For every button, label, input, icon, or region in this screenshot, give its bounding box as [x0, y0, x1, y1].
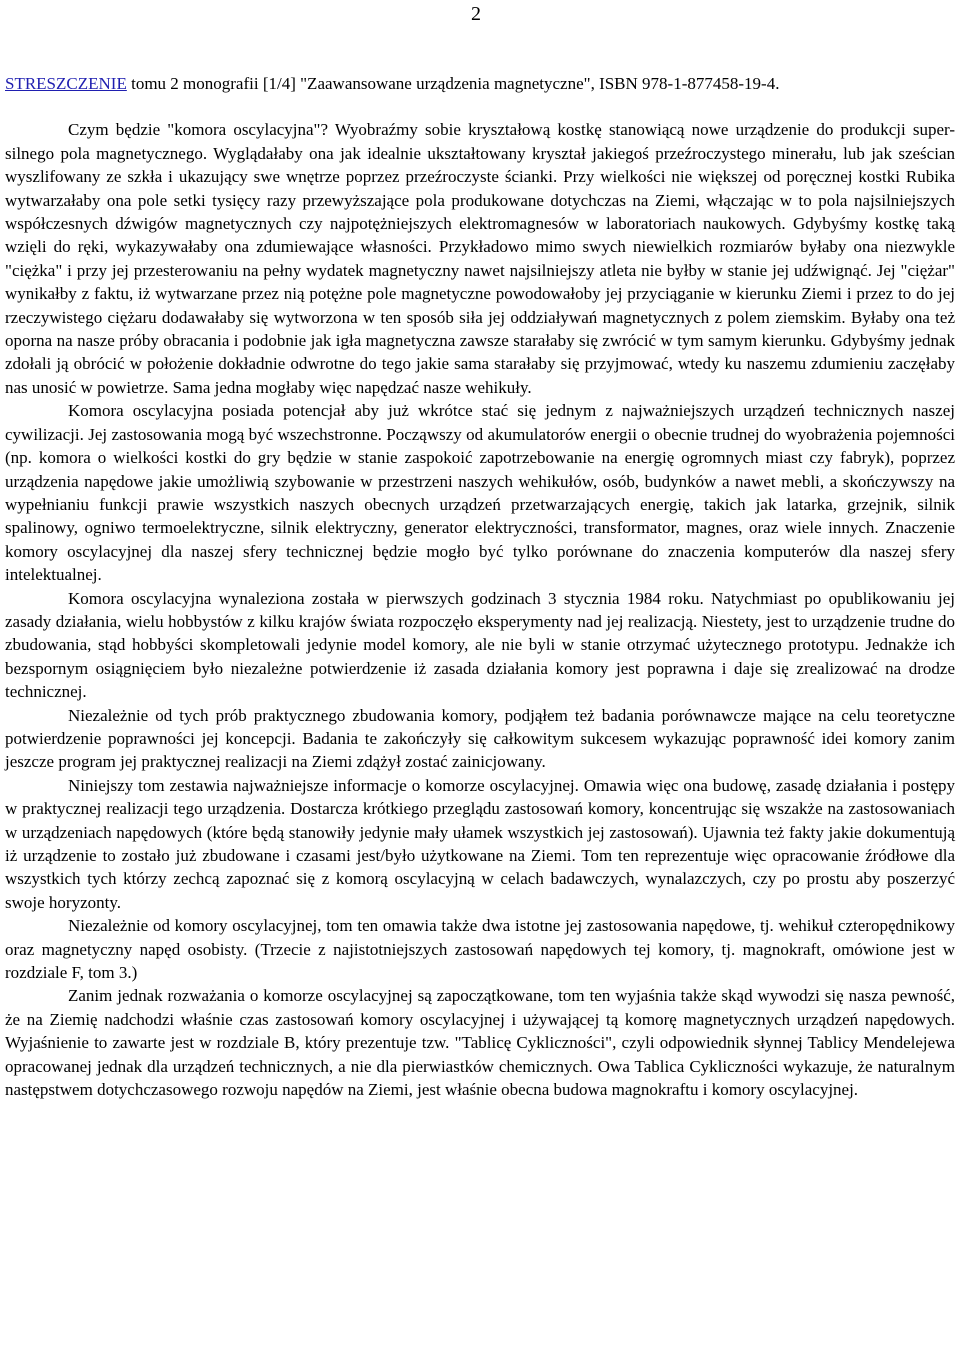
paragraph-7: Zanim jednak rozważania o komorze oscylacyjnej są zapoczątkowane, tom ten wyjaśnia także skąd wywodzi się nasza pewność, że na Ziemię nadchodzi właśnie czas zastosowań komory oscylacyjnej i używającej tą komorę magnetycznych urządzeń napędowych. Wyjaśnienie to zawarte jest w rozdziale B, który prezentuje tzw. "Tablicę Cykliczności", czyli odpowiednik słynnej Tablicy Mendelejewa opracowanej jednak dla urządzeń technicznych, a nie dla pierwiastków chemicznych. Owa Tablica Cykliczności wykazuje, że naturalnym następstwem dotychczasowego rozwoju napędów na Ziemi, jest właśnie obecna budowa magnokraftu i komory oscylacyjnej. — [5, 986, 955, 1100]
paragraph-4: Niezależnie od tych prób praktycznego zbudowania komory, podjąłem też badania porównawcze mające na celu teoretyczne potwierdzenie poprawności jej koncepcji. Badania te zakończyły się całkowitym sukcesem wykazując poprawność idei komory zanim jeszcze program jej praktycznej realizacji na Ziemi zdążył zostać zainicjowany. — [5, 705, 955, 772]
paragraph-6: Niezależnie od komory oscylacyjnej, tom ten omawia także dwa istotne jej zastosowania napędowe, tj. wehikuł czteropędnikowy oraz magnetyczny napęd osobisty. (Trzecie z najistotniejszych zastosowań napędowych tej komory, tj. magnokraft, omówione jest w rozdziale F, tom 3.) — [5, 916, 955, 983]
heading-text: tomu 2 monografii [1/4] "Zaawansowane urządzenia magnetyczne", ISBN 978-1-877458-19-4. — [126, 74, 780, 93]
paragraph-1: Czym będzie "komora oscylacyjna"? Wyobraźmy sobie kryształową kostkę stanowiącą nowe urządzenie do produkcji super-silnego pola magnetycznego. Wyglądałaby ona jak idealnie ukształtowany kryształ jakiegoś przeźroczystego minerału, lub jak sześcian wyszlifowany ze szkła i ukazujący swe wnętrze poprzez przeźroczyste ścianki. Przy wielkości nie większej od poręcznej kostki Rubika wytwarzałaby ona pole setki tysięcy razy przewyższające pola produkowane dotychczas na Ziemi, włączając w to pola najsilniejszych współczesnych dźwigów magnetycznych czy najpotężniejszych elektromagnesów w laboratoriach naukowych. Gdybyśmy kostkę taką wzięli do ręki, wykazywałaby ona zdumiewające własności. Przykładowo mimo swych niewielkich rozmiarów byłaby ona niezwykle "ciężka" i przy jej przesterowaniu na pełny wydatek magnetyczny nawet najsilniejszy atleta nie byłby w stanie jej udźwignąć. Jej "ciężar" wynikałby z faktu, iż wytwarzane przez nią potężne pole magnetyczne powodowałoby jej przyciąganie w kierunku Ziemi i przez to do jej rzeczywistego ciężaru dodawałaby się wytworzona w ten sposób siła jej oddziaływań magnetycznych z polem ziemskim. Byłaby ona też oporna na nasze próby obracania i podobnie jak igła magnetyczna zawsze starałaby się zwrócić w tym samym kierunku. Gdybyśmy jednak zdołali ją obrócić w położenie dokładnie odwrotne do tego jakie sama starałaby się przyjmować, wtedy ku naszemu zdumieniu zaczęłaby nas unosić w powietrze. Sama jedna mogłaby więc napędzać nasze wehikuły. — [5, 120, 955, 397]
paragraph-2: Komora oscylacyjna posiada potencjał aby już wkrótce stać się jednym z najważniejszych urządzeń technicznych naszej cywilizacji. Jej zastosowania mogą być wszechstronne. Począwszy od akumulatorów energii o obecnie trudnej do wyobrażenia pojemności (np. komora o wielkości kostki do gry będzie w stanie zaspokoić zapotrzebowanie na energię ogromnych miast czy fabryk), poprzez urządzenia napędowe jakie umożliwią szybowanie w przestrzeni naszych wehikułów, osób, budynków a nawet mebli, a skończywszy na wypełnianiu funkcji prawie wszystkich naszych obecnych urządzeń przetwarzających energię, takich jak latarka, grzejnik, silnik spalinowy, ogniwo termoelektryczne, silnik elektryczny, generator elektryczności, transformator, magnes, oraz wiele innych. Znaczenie komory oscylacyjnej dla naszej sfery technicznej będzie mogło być tylko porównane do znaczenia komputerów dla naszej sfery intelektualnej. — [5, 401, 955, 585]
paragraph-3: Komora oscylacyjna wynaleziona została w pierwszych godzinach 3 stycznia 1984 roku. Natychmiast po opublikowaniu jej zasady działania, wielu hobbystów z kilku krajów świata rozpoczęło eksperymenty nad jej realizacją. Niestety, jest to urządzenie trudne do zbudowania, stąd hobbyści skompletowali jedynie model komory, ale nie byli w stanie otrzymać użytecznego prototypu. Jednakże ich bezspornym osiągnięciem było niezależne potwierdzenie iż zasada działania komory jest poprawna i daje się zrealizować na drodze technicznej. — [5, 588, 955, 702]
summary-link[interactable]: STRESZCZENIE — [5, 74, 127, 93]
document-heading — [5, 72, 955, 95]
page-number: 2 — [471, 3, 481, 25]
paragraph-5: Niniejszy tom zestawia najważniejsze informacje o komorze oscylacyjnej. Omawia więc ona budowę, zasadę działania i postępy w praktycznej realizacji tego urządzenia. Dostarcza krótkiego przeglądu zastosowań komory, koncentrując się wszakże na zastosowaniach w urządzeniach napędowych (które będą stanowiły jedynie mały ułamek wszystkich jej zastosowań). Ujawnia też fakty jakie dokumentują iż urządzenie to zostało już zbudowane i czasami jest/było użytkowane na Ziemi. Tom ten reprezentuje więc opracowanie źródłowe dla wszystkich tych którzy zechcą zapoznać się z komorą oscylacyjną w celach badawczych, wynalazczych, czy po prostu aby poszerzyć swoje horyzonty. — [5, 775, 955, 912]
document-body — [5, 72, 955, 1101]
